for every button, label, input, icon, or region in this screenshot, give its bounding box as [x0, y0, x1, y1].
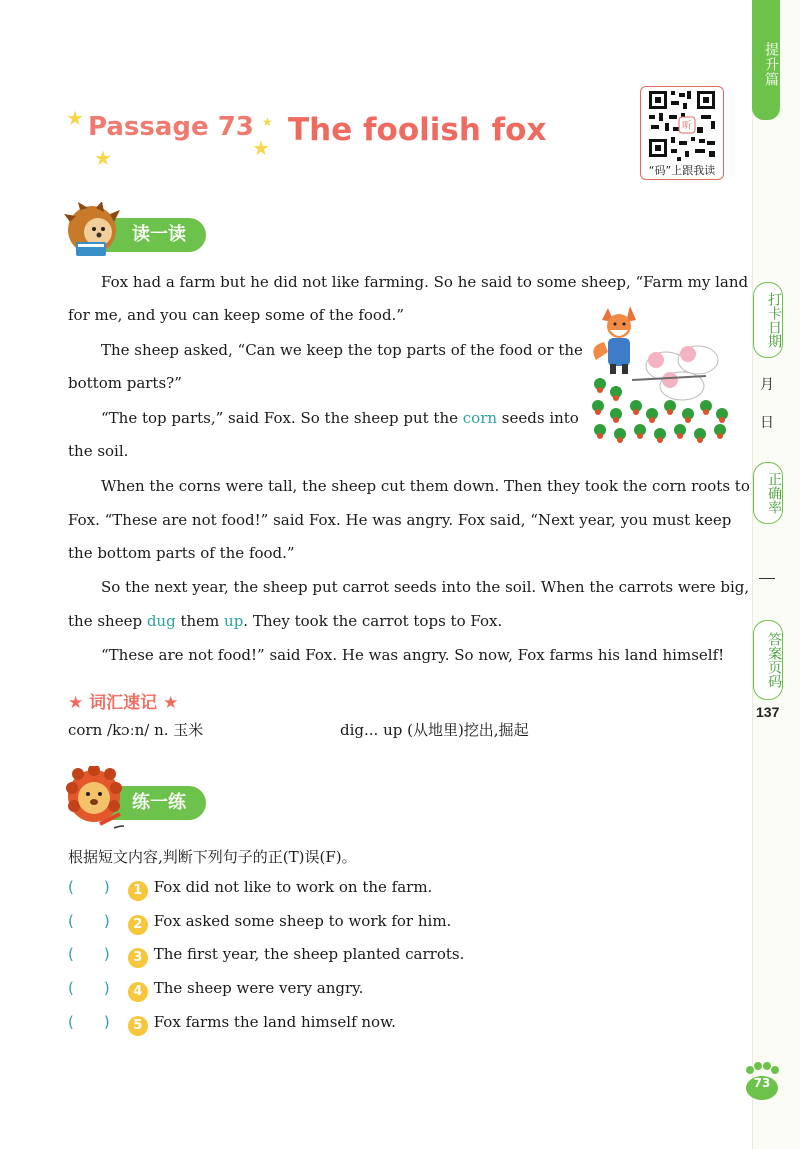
answer-page-number: 137 — [756, 704, 780, 720]
question-text: Fox did not like to work on the farm. — [153, 878, 433, 896]
svg-text:听: 听 — [682, 121, 692, 132]
hedgehog-reading-icon — [62, 202, 122, 262]
story-line — [68, 611, 502, 631]
practice-section-label: 练一练 — [132, 792, 186, 813]
story-line: bottom parts?” — [68, 374, 182, 392]
answer-blank[interactable]: ( ) — [68, 979, 110, 997]
accuracy-blank — [759, 578, 775, 579]
story-text: seeds into — [497, 409, 579, 427]
sheep-icon — [632, 346, 718, 400]
read-section-label: 读一读 — [132, 224, 186, 245]
star-icon: ★ — [252, 136, 270, 160]
question-row — [68, 876, 432, 901]
story-line: the soil. — [68, 442, 129, 460]
question-number-badge: 5 — [128, 1016, 148, 1036]
story-line: So the next year, the sheep put carrot seeds into the soil. When the carrots were big, — [101, 578, 750, 596]
vocab-item-dig-up: dig... up (从地里)挖出,掘起 — [340, 721, 529, 739]
answer-blank[interactable]: ( ) — [68, 912, 110, 930]
page-title: The foolish fox — [288, 112, 547, 148]
question-row — [68, 1011, 396, 1036]
accuracy-label: 正确率 — [753, 462, 783, 524]
passage-number: Passage 73 — [88, 112, 254, 142]
question-row — [68, 943, 464, 968]
month-label: 月 — [760, 377, 774, 393]
story-text: “The top parts,” said Fox. So the sheep put the — [101, 409, 463, 427]
question-number-badge: 1 — [128, 881, 148, 901]
story-line: for me, and you can keep some of the food.” — [68, 306, 404, 324]
lion-writing-icon — [64, 766, 124, 832]
side-strip — [752, 0, 800, 1149]
question-number-badge: 3 — [128, 948, 148, 968]
star-icon: ★ — [66, 106, 84, 130]
star-icon: ★ — [262, 115, 273, 129]
story-paragraph-6: “These are not food!” said Fox. He was angry. So now, Fox farms his land himself! — [101, 646, 725, 664]
answer-blank[interactable]: ( ) — [68, 878, 110, 896]
vocab-highlight-corn: corn — [462, 409, 498, 427]
story-line: the bottom parts of the food.” — [68, 544, 295, 562]
story-line: When the corns were tall, the sheep cut them down. Then they took the corn roots to — [101, 477, 750, 495]
answer-blank[interactable]: ( ) — [68, 945, 110, 963]
fox-icon — [593, 306, 636, 374]
story-text: the sheep — [68, 612, 147, 630]
star-icon: ★ — [94, 146, 112, 170]
answer-blank[interactable]: ( ) — [68, 1013, 110, 1031]
day-label: 日 — [760, 415, 774, 431]
vocab-highlight-dug: dug — [146, 612, 176, 630]
vocab-title: ★ 词汇速记 ★ — [68, 693, 179, 713]
question-text: Fox asked some sheep to work for him. — [153, 912, 452, 930]
story-text: them — [175, 612, 225, 630]
question-text: The sheep were very angry. — [153, 979, 364, 997]
qr-code-icon — [641, 87, 723, 163]
story-line: Fox. “These are not food!” said Fox. He was angry. Fox said, “Next year, you must keep — [68, 511, 732, 529]
question-row — [68, 910, 451, 935]
question-number-badge: 4 — [128, 982, 148, 1002]
question-number-badge: 2 — [128, 915, 148, 935]
page-number: 73 — [753, 1076, 771, 1090]
vocab-item-corn: corn /kɔːn/ n. 玉米 — [68, 721, 204, 739]
vocab-highlight-up: up — [224, 612, 244, 630]
qr-caption: “码”上跟我读 — [648, 164, 716, 177]
story-line — [101, 408, 579, 428]
story-line: Fox had a farm but he did not like farming. So he said to some sheep, “Farm my land — [101, 273, 749, 291]
level-tab-label: 提升篇 — [763, 42, 779, 87]
question-text: Fox farms the land himself now. — [153, 1013, 396, 1031]
story-line: The sheep asked, “Can we keep the top parts of the food or the — [101, 341, 583, 359]
question-text: The first year, the sheep planted carrots. — [153, 945, 465, 963]
story-text: . They took the carrot tops to Fox. — [243, 612, 503, 630]
exercise-instruction: 根据短文内容,判断下列句子的正(T)误(F)。 — [68, 848, 357, 866]
checkin-date-label: 打卡日期 — [753, 282, 783, 358]
answer-page-label: 答案页码 — [753, 620, 783, 700]
question-row — [68, 977, 363, 1002]
fox-sheep-farm-illustration — [586, 302, 734, 448]
